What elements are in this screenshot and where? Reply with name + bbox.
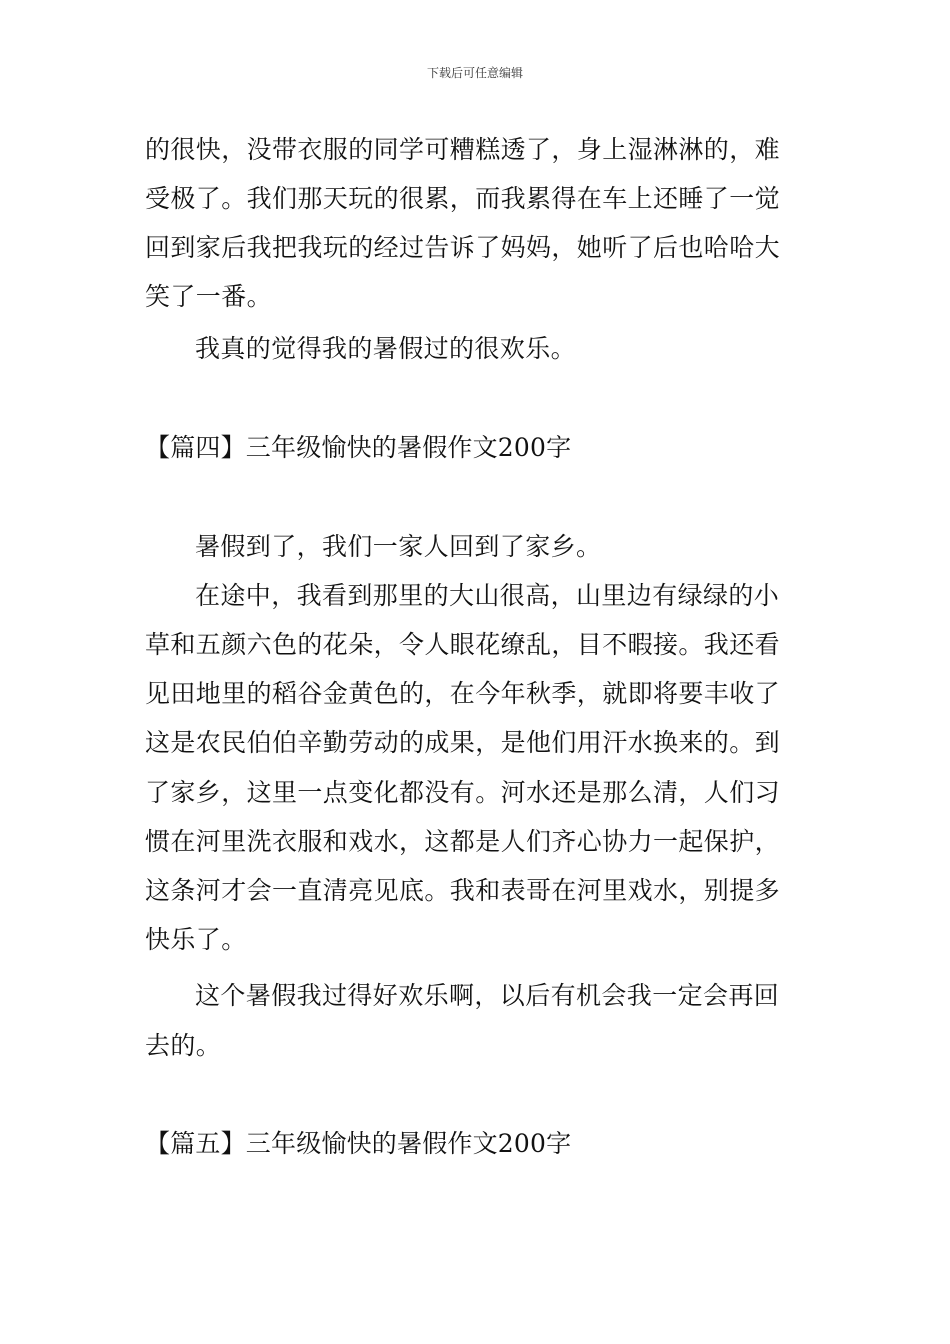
body-text-line: 回到家后我把我玩的经过告诉了妈妈，她听了后也哈哈大 <box>145 233 781 262</box>
section-title: 【篇五】三年级愉快的暑假作文200字 <box>145 1129 572 1158</box>
body-text-line: 见田地里的稻谷金黄色的，在今年秋季，就即将要丰收了 <box>145 679 781 708</box>
body-text-line: 惯在河里洗衣服和戏水，这都是人们齐心协力一起保护， <box>145 827 781 856</box>
body-text-line: 快乐了。 <box>145 925 247 954</box>
body-text-line: 在途中，我看到那里的大山很高，山里边有绿绿的小 <box>195 581 780 610</box>
body-text-line: 受极了。我们那天玩的很累，而我累得在车上还睡了一觉 <box>145 184 781 213</box>
section-title: 【篇四】三年级愉快的暑假作文200字 <box>145 433 572 462</box>
body-text-line: 暑假到了，我们一家人回到了家乡。 <box>195 532 602 561</box>
body-text-line: 去的。 <box>145 1031 222 1060</box>
body-text-line: 这个暑假我过得好欢乐啊，以后有机会我一定会再回 <box>195 981 780 1010</box>
body-text-line: 笑了一番。 <box>145 282 273 311</box>
page-header: 下载后可任意编辑 <box>426 66 523 80</box>
body-text-line: 我真的觉得我的暑假过的很欢乐。 <box>195 334 577 363</box>
body-text-line: 草和五颜六色的花朵，令人眼花缭乱，目不暇接。我还看 <box>145 630 781 659</box>
body-text-line: 这条河才会一直清亮见底。我和表哥在河里戏水，别提多 <box>145 876 781 905</box>
body-text-line: 的很快，没带衣服的同学可糟糕透了，身上湿淋淋的，难 <box>145 135 781 164</box>
body-text-line: 这是农民伯伯辛勤劳动的成果，是他们用汗水换来的。到 <box>145 728 781 757</box>
body-text-line: 了家乡，这里一点变化都没有。河水还是那么清，人们习 <box>145 778 781 807</box>
